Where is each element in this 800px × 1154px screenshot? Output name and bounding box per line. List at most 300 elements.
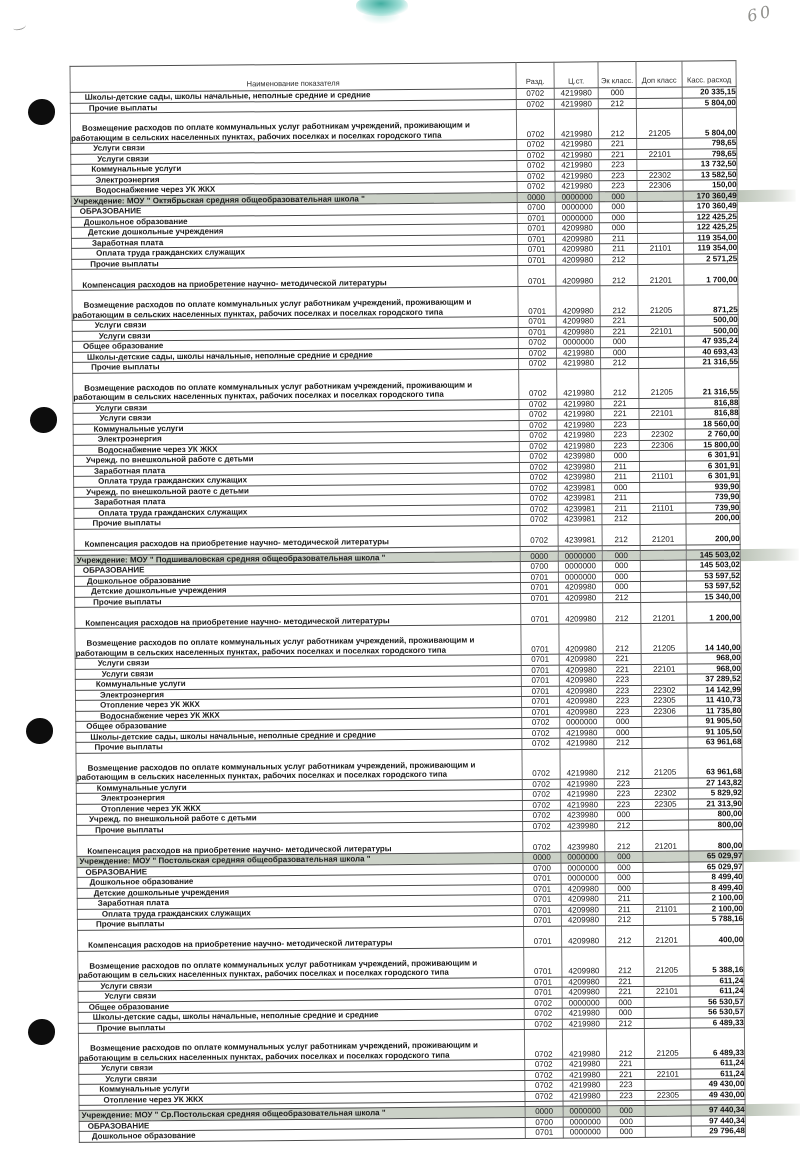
cell-cst: 4239981	[558, 524, 602, 545]
punch-hole-icon	[30, 407, 57, 433]
cell-dop-klass: 22302	[639, 429, 685, 440]
cell-kass-rashod: 49 430,00	[691, 1079, 745, 1090]
cell-dop-klass	[641, 653, 687, 664]
cell-name: Прочие выплаты	[72, 255, 518, 269]
cell-ek-klass: 221	[601, 408, 639, 419]
cell-razd: 0702	[519, 399, 557, 410]
cell-ek-klass: 000	[604, 716, 642, 727]
cell-ek-klass: 000	[605, 851, 643, 862]
cell-kass-rashod: 27 143,82	[688, 777, 742, 788]
cell-dop-klass: 22306	[637, 180, 683, 191]
cell-ek-klass: 223	[604, 778, 642, 789]
cell-name: Детские дошкольные учреждения	[71, 224, 517, 238]
punch-hole-icon	[28, 1019, 55, 1045]
cell-razd: 0701	[523, 884, 561, 895]
cell-cst: 4219980	[563, 1069, 607, 1080]
cell-name: Возмещение расходов по оплате коммунальных услуг работникам учреждений, проживающим и работающим в сельских населенных пунктах, рабочих поселках и поселках городского типа	[76, 749, 522, 783]
cell-ek-klass: 000	[602, 550, 640, 561]
cell-dop-klass	[637, 233, 683, 244]
cell-razd: 0702	[520, 493, 558, 504]
cell-razd: 0702	[519, 441, 557, 452]
cell-name: Услуги связи	[72, 317, 518, 331]
cell-cst: 4219980	[555, 181, 599, 192]
cell-ek-klass: 000	[605, 883, 643, 894]
cell-cst: 4209980	[558, 582, 602, 593]
cell-name: Учреждение: МОУ " Подшиваловская средняя общеобразовательная школа "	[74, 551, 520, 565]
cell-kass-rashod: 798,65	[683, 148, 737, 159]
cell-name: Оплата труда гражданских служащих	[77, 905, 523, 919]
cell-ek-klass: 212	[604, 737, 642, 748]
cell-ek-klass: 000	[607, 1126, 645, 1137]
cell-ek-klass: 223	[601, 440, 639, 451]
cell-kass-rashod: 800,00	[689, 830, 743, 851]
cell-razd: 0701	[524, 947, 562, 977]
cell-name: Прочие выплаты	[77, 915, 523, 929]
cell-razd: 0701	[518, 316, 556, 327]
cell-razd: 0701	[520, 572, 558, 583]
cell-razd: 0702	[524, 1019, 562, 1030]
cell-kass-rashod: 816,88	[685, 397, 739, 408]
cell-cst: 4209980	[556, 244, 600, 255]
cell-kass-rashod: 816,88	[685, 408, 739, 419]
handwritten-page-number: 60	[745, 1, 776, 26]
cell-razd: 0702	[520, 472, 558, 483]
cell-name: Учреждение: МОУ " Постольская средняя общеобразовательная школа "	[77, 852, 523, 866]
cell-dop-klass: 21201	[643, 830, 689, 851]
cell-ek-klass: 212	[604, 748, 642, 778]
cell-ek-klass: 212	[603, 602, 641, 623]
cell-dop-klass	[640, 581, 686, 592]
cell-ek-klass: 212	[600, 285, 638, 315]
cell-ek-klass: 211	[602, 471, 640, 482]
cell-dop-klass	[640, 482, 686, 493]
cell-dop-klass	[636, 87, 682, 98]
cell-dop-klass: 21201	[643, 925, 689, 946]
cell-ek-klass: 000	[600, 336, 638, 347]
table-body	[70, 87, 745, 1142]
cell-kass-rashod: 6 489,33	[690, 1028, 744, 1058]
cell-kass-rashod: 97 440,34	[691, 1105, 745, 1116]
highlighter-band	[738, 190, 796, 203]
cell-kass-rashod: 56 530,57	[690, 996, 744, 1007]
cell-razd: 0701	[523, 926, 561, 947]
cell-razd: 0701	[521, 624, 559, 654]
cell-cst: 4209980	[562, 976, 606, 987]
cell-ek-klass: 000	[607, 1105, 645, 1116]
cell-ek-klass: 223	[601, 429, 639, 440]
cell-kass-rashod: 5 788,16	[689, 914, 743, 925]
cell-dop-klass	[645, 1126, 691, 1137]
cell-razd: 0702	[517, 181, 555, 192]
cell-name: Коммунальные услуги	[71, 161, 517, 175]
cell-name: Коммунальные услуги	[76, 779, 522, 793]
cell-cst: 4219980	[563, 1090, 607, 1101]
cell-razd: 0702	[520, 514, 558, 525]
cell-razd: 0701	[521, 654, 559, 665]
cell-dop-klass	[644, 976, 690, 987]
cell-ek-klass: 212	[600, 254, 638, 265]
cell-dop-klass	[639, 398, 685, 409]
cell-razd: 0702	[516, 99, 554, 110]
cell-kass-rashod: 5 829,92	[688, 788, 742, 799]
cell-kass-rashod: 119 354,00	[683, 232, 737, 243]
cell-cst: 4239980	[560, 810, 604, 821]
cell-cst: 4209980	[556, 265, 600, 286]
cell-razd: 0701	[525, 1127, 563, 1138]
cell-razd: 0000	[523, 852, 561, 863]
cell-razd: 0702	[522, 779, 560, 790]
cell-razd: 0701	[518, 286, 556, 316]
cell-cst: 0000000	[561, 873, 605, 884]
cell-kass-rashod: 14 140,00	[687, 623, 741, 653]
cell-razd: 0701	[521, 675, 559, 686]
cell-ek-klass: 221	[607, 1069, 645, 1080]
cell-ek-klass: 212	[602, 513, 640, 524]
cell-razd: 0702	[522, 810, 560, 821]
cell-dop-klass	[642, 778, 688, 789]
cell-dop-klass	[642, 716, 688, 727]
cell-cst: 0000000	[558, 561, 602, 572]
cell-ek-klass: 212	[598, 98, 636, 109]
cell-name: Услуги связи	[79, 1070, 525, 1084]
cell-kass-rashod: 739,90	[686, 502, 740, 513]
cell-name: Заработная плата	[77, 894, 523, 908]
cell-kass-rashod: 939,90	[686, 481, 740, 492]
cell-name: Компенсация расходов на приобретение научно- методической литературы	[74, 525, 520, 550]
cell-dop-klass	[637, 201, 683, 212]
cell-ek-klass: 000	[606, 997, 644, 1008]
cell-razd: 0702	[522, 728, 560, 739]
cell-razd: 0702	[520, 504, 558, 515]
cell-dop-klass: 21205	[644, 1028, 690, 1058]
cell-ek-klass: 000	[600, 347, 638, 358]
cell-dop-klass	[645, 1058, 691, 1069]
cell-ek-klass: 221	[599, 138, 637, 149]
cell-cst: 4209980	[561, 904, 605, 915]
cell-razd: 0702	[519, 430, 557, 441]
cell-name: Прочие выплаты	[78, 1019, 524, 1033]
cell-ek-klass: 212	[605, 830, 643, 851]
cell-name: Возмещение расходов по оплате коммунальных услуг работникам учреждений, проживающим и работающим в сельских населенных пунктах, рабочих поселках и поселках городского типа	[78, 947, 524, 981]
cell-name: Компенсация расходов на приобретение научно- методической литературы	[77, 832, 523, 857]
cell-ek-klass: 223	[599, 170, 637, 181]
cell-cst: 0000000	[555, 212, 599, 223]
cell-razd: 0702	[517, 139, 555, 150]
cell-kass-rashod: 49 430,00	[691, 1089, 745, 1100]
cell-kass-rashod: 21 316,55	[685, 357, 739, 368]
cell-kass-rashod: 150,00	[683, 180, 737, 191]
cell-dop-klass: 21205	[636, 108, 682, 138]
cell-name: Детские дошкольные учреждения	[77, 884, 523, 898]
cell-kass-rashod: 91 105,50	[688, 726, 742, 737]
cell-kass-rashod: 170 360,49	[683, 190, 737, 201]
cell-cst: 4209980	[561, 894, 605, 905]
cell-name: Возмещение расходов по оплате коммунальных услуг работникам учреждений, проживающим и работающим в сельских населенных пунктах, рабочих поселках и поселках городского типа	[75, 625, 521, 659]
cell-cst: 4209980	[559, 592, 603, 603]
cell-cst: 4239981	[558, 482, 602, 493]
cell-cst: 4239980	[561, 831, 605, 852]
cell-cst: 4209980	[559, 696, 603, 707]
cell-razd: 0702	[525, 1091, 563, 1102]
cell-name: Оплата труда гражданских служащих	[74, 504, 520, 518]
cell-kass-rashod: 122 425,25	[683, 211, 737, 222]
cell-dop-klass	[644, 1007, 690, 1018]
cell-kass-rashod: 97 440,34	[691, 1115, 745, 1126]
cell-razd: 0702	[520, 525, 558, 546]
cell-ek-klass: 223	[603, 695, 641, 706]
cell-dop-klass	[641, 592, 687, 603]
cell-kass-rashod: 15 800,00	[685, 439, 739, 450]
cell-kass-rashod: 65 029,97	[689, 851, 743, 862]
cell-kass-rashod: 53 597,52	[686, 581, 740, 592]
cell-kass-rashod: 170 360,49	[683, 201, 737, 212]
cell-cst: 4219980	[554, 109, 598, 139]
cell-ek-klass: 000	[607, 1116, 645, 1127]
cell-name: Заработная плата	[74, 494, 520, 508]
cell-cst: 0000000	[561, 852, 605, 863]
cell-name: Компенсация расходов на приобретение научно- методической литературы	[72, 266, 518, 291]
cell-dop-klass	[639, 357, 685, 368]
cell-razd: 0702	[525, 1080, 563, 1091]
cell-dop-klass	[640, 571, 686, 582]
cell-name: Услуги связи	[75, 665, 521, 679]
cell-dop-klass: 21201	[640, 524, 686, 545]
cell-razd: 0701	[521, 603, 559, 624]
cell-cst: 4219980	[563, 1059, 607, 1070]
highlighter-band	[746, 1104, 800, 1117]
header-cst: Ц.ст.	[554, 62, 598, 88]
header-razd: Разд.	[516, 62, 554, 88]
cell-ek-klass: 223	[603, 674, 641, 685]
cell-ek-klass: 223	[599, 159, 637, 170]
cell-cst: 4239980	[558, 472, 602, 483]
cell-cst: 4219980	[557, 398, 601, 409]
cell-kass-rashod: 200,00	[686, 513, 740, 524]
cell-cst: 0000000	[563, 1127, 607, 1138]
cell-cst: 4209980	[559, 654, 603, 665]
punch-hole-icon	[28, 99, 55, 125]
cell-dop-klass: 21201	[638, 264, 684, 285]
cell-kass-rashod: 91 905,50	[688, 716, 742, 727]
cell-cst: 4219980	[563, 1080, 607, 1091]
cell-ek-klass: 000	[598, 87, 636, 98]
cell-dop-klass	[640, 560, 686, 571]
cell-razd: 0702	[522, 717, 560, 728]
cell-name: Школы-детские сады, школы начальные, неполные средние и средние	[72, 348, 518, 362]
cell-kass-rashod: 122 425,25	[683, 222, 737, 233]
cell-cst: 4219980	[555, 149, 599, 160]
cell-kass-rashod: 611,24	[691, 1058, 745, 1069]
cell-dop-klass	[643, 862, 689, 873]
cell-name: Прочие выплаты	[74, 515, 520, 529]
cell-name: Возмещение расходов по оплате коммунальных услуг работникам учреждений, проживающим и работающим в сельских населенных пунктах, рабочих поселках и поселках городского типа	[78, 1029, 524, 1063]
cell-razd: 0701	[518, 255, 556, 266]
cell-razd: 0701	[523, 915, 561, 926]
cell-cst: 4219980	[555, 160, 599, 171]
cell-name: Возмещение расходов по оплате коммунальных услуг работникам учреждений, проживающим и работающим в сельских населенных пунктах, рабочих поселках и поселках городского типа	[72, 287, 518, 321]
cell-razd: 0702	[519, 369, 557, 399]
punch-hole-icon	[26, 718, 53, 744]
cell-razd: 0701	[518, 265, 556, 286]
cell-name: Услуги связи	[71, 140, 517, 154]
cell-name: Водоснабжение через УК ЖКХ	[76, 707, 522, 721]
cell-razd: 0000	[517, 192, 555, 203]
cell-dop-klass: 22305	[645, 1090, 691, 1101]
header-dop-klass: Доп класс	[636, 61, 682, 87]
cell-cst: 4209980	[559, 603, 603, 624]
cell-kass-rashod: 871,25	[684, 285, 738, 315]
cell-razd: 0702	[519, 462, 557, 473]
cell-dop-klass: 22302	[641, 685, 687, 696]
cell-name: Коммунальные услуги	[75, 676, 521, 690]
cell-dop-klass: 22306	[639, 440, 685, 451]
cell-dop-klass	[643, 872, 689, 883]
cell-dop-klass	[644, 997, 690, 1008]
cell-ek-klass: 211	[600, 243, 638, 254]
cell-cst: 4219980	[557, 409, 601, 420]
cell-cst: 4219980	[555, 170, 599, 181]
cell-ek-klass: 212	[605, 925, 643, 946]
cell-name: Услуги связи	[75, 655, 521, 669]
cell-kass-rashod: 47 935,24	[684, 336, 738, 347]
cell-name: Оплата труда гражданских служащих	[72, 245, 518, 259]
cell-dop-klass	[645, 1079, 691, 1090]
cell-ek-klass: 211	[605, 904, 643, 915]
cell-kass-rashod: 968,00	[687, 653, 741, 664]
cell-kass-rashod: 11 735,80	[688, 705, 742, 716]
cell-cst: 4209980	[555, 223, 599, 234]
cell-razd: 0700	[525, 1117, 563, 1128]
cell-ek-klass: 000	[602, 482, 640, 493]
cell-kass-rashod: 2 571,25	[684, 253, 738, 264]
cell-razd: 0701	[517, 213, 555, 224]
cell-cst: 4209980	[556, 316, 600, 327]
cell-cst: 4209980	[562, 987, 606, 998]
cell-kass-rashod: 14 142,99	[687, 684, 741, 695]
cell-dop-klass: 21205	[639, 368, 685, 398]
cell-kass-rashod: 11 410,73	[687, 695, 741, 706]
cell-cst: 4219980	[557, 440, 601, 451]
cell-razd: 0701	[523, 873, 561, 884]
cell-cst: 4219980	[555, 139, 599, 150]
cell-razd: 0701	[522, 707, 560, 718]
cell-kass-rashod: 6 489,33	[690, 1017, 744, 1028]
cell-cst: 4219980	[557, 358, 601, 369]
cell-kass-rashod: 37 289,52	[687, 674, 741, 685]
cell-dop-klass	[643, 820, 689, 831]
cell-ek-klass: 223	[599, 180, 637, 191]
cell-razd: 0702	[522, 749, 560, 779]
cell-dop-klass	[641, 674, 687, 685]
cell-cst: 0000000	[561, 862, 605, 873]
cell-dop-klass	[644, 1018, 690, 1029]
cell-name: Водоснабжение через УК ЖКХ	[73, 441, 519, 455]
cell-dop-klass: 22101	[638, 326, 684, 337]
cell-dop-klass: 22101	[645, 1069, 691, 1080]
cell-dop-klass	[639, 461, 685, 472]
cell-cst: 4209980	[556, 286, 600, 316]
cell-dop-klass	[637, 138, 683, 149]
cell-ek-klass: 212	[603, 592, 641, 603]
cell-cst: 0000000	[560, 717, 604, 728]
cell-kass-rashod: 145 503,02	[686, 560, 740, 571]
cell-kass-rashod: 2 100,00	[689, 893, 743, 904]
cell-dop-klass: 21101	[640, 471, 686, 482]
cell-name: Услуги связи	[72, 327, 518, 341]
cell-ek-klass: 212	[598, 108, 636, 138]
cell-razd: 0701	[521, 593, 559, 604]
cell-cst: 4239980	[557, 461, 601, 472]
cell-ek-klass: 223	[604, 799, 642, 810]
cell-name: Услуги связи	[79, 1059, 525, 1073]
cell-dop-klass	[637, 222, 683, 233]
cell-name: Услуги связи	[73, 410, 519, 424]
cell-name: Школы-детские сады, школы начальные, неполные средние и средние	[70, 89, 516, 103]
cell-kass-rashod: 400,00	[689, 924, 743, 945]
cell-ek-klass: 223	[604, 706, 642, 717]
cell-dop-klass: 22101	[637, 149, 683, 160]
cell-dop-klass	[637, 159, 683, 170]
cell-dop-klass	[643, 851, 689, 862]
cell-cst: 4219980	[557, 419, 601, 430]
cell-ek-klass: 212	[605, 820, 643, 831]
cell-name: Возмещение расходов по оплате коммунальных услуг работникам учреждений, проживающим и работающим в сельских населенных пунктах, рабочих поселках и поселках городского типа	[70, 110, 516, 144]
highlighter-smudge	[362, 10, 400, 24]
cell-ek-klass: 212	[606, 1028, 644, 1058]
cell-ek-klass: 221	[606, 986, 644, 997]
cell-kass-rashod: 6 301,91	[685, 460, 739, 471]
cell-kass-rashod: 611,24	[690, 975, 744, 986]
cell-name: ОБРАЗОВАНИЕ	[74, 562, 520, 576]
header-kass-rashod: Касс. расход	[682, 61, 736, 87]
budget-table	[69, 60, 745, 1142]
cell-name: Учреждение: МОУ " Ср.Постольская средняя общеобразовательная школа "	[79, 1106, 525, 1120]
header-ek-klass: Эк класс.	[598, 61, 636, 87]
cell-dop-klass	[637, 212, 683, 223]
cell-ek-klass: 000	[602, 571, 640, 582]
cell-cst: 4219980	[562, 1008, 606, 1019]
cell-dop-klass: 21205	[641, 623, 687, 653]
cell-cst: 4219980	[556, 347, 600, 358]
cell-dop-klass	[639, 450, 685, 461]
cell-dop-klass	[642, 737, 688, 748]
cell-kass-rashod: 56 530,57	[690, 1007, 744, 1018]
cell-ek-klass: 212	[601, 368, 639, 398]
cell-kass-rashod: 2 100,00	[689, 903, 743, 914]
cell-name: Услуги связи	[78, 987, 524, 1001]
cell-cst: 0000000	[563, 1116, 607, 1127]
cell-cst: 4209980	[556, 326, 600, 337]
cell-ek-klass: 212	[605, 914, 643, 925]
cell-cst: 4209980	[556, 254, 600, 265]
cell-ek-klass: 221	[606, 976, 644, 987]
cell-dop-klass	[636, 98, 682, 109]
cell-dop-klass	[640, 492, 686, 503]
cell-name: Электроэнергия	[73, 431, 519, 445]
cell-razd: 0701	[521, 696, 559, 707]
cell-dop-klass	[643, 883, 689, 894]
cell-dop-klass	[645, 1116, 691, 1127]
cell-name: Школы-детские сады, школы начальные, неполные средние и средние	[78, 1008, 524, 1022]
cell-ek-klass: 211	[601, 461, 639, 472]
cell-name: Прочие выплаты	[76, 739, 522, 753]
cell-ek-klass: 223	[604, 788, 642, 799]
cell-cst: 0000000	[556, 337, 600, 348]
cell-razd: 0702	[522, 800, 560, 811]
cell-ek-klass: 000	[599, 222, 637, 233]
cell-razd: 0702	[524, 1029, 562, 1059]
cell-kass-rashod: 798,65	[683, 138, 737, 149]
